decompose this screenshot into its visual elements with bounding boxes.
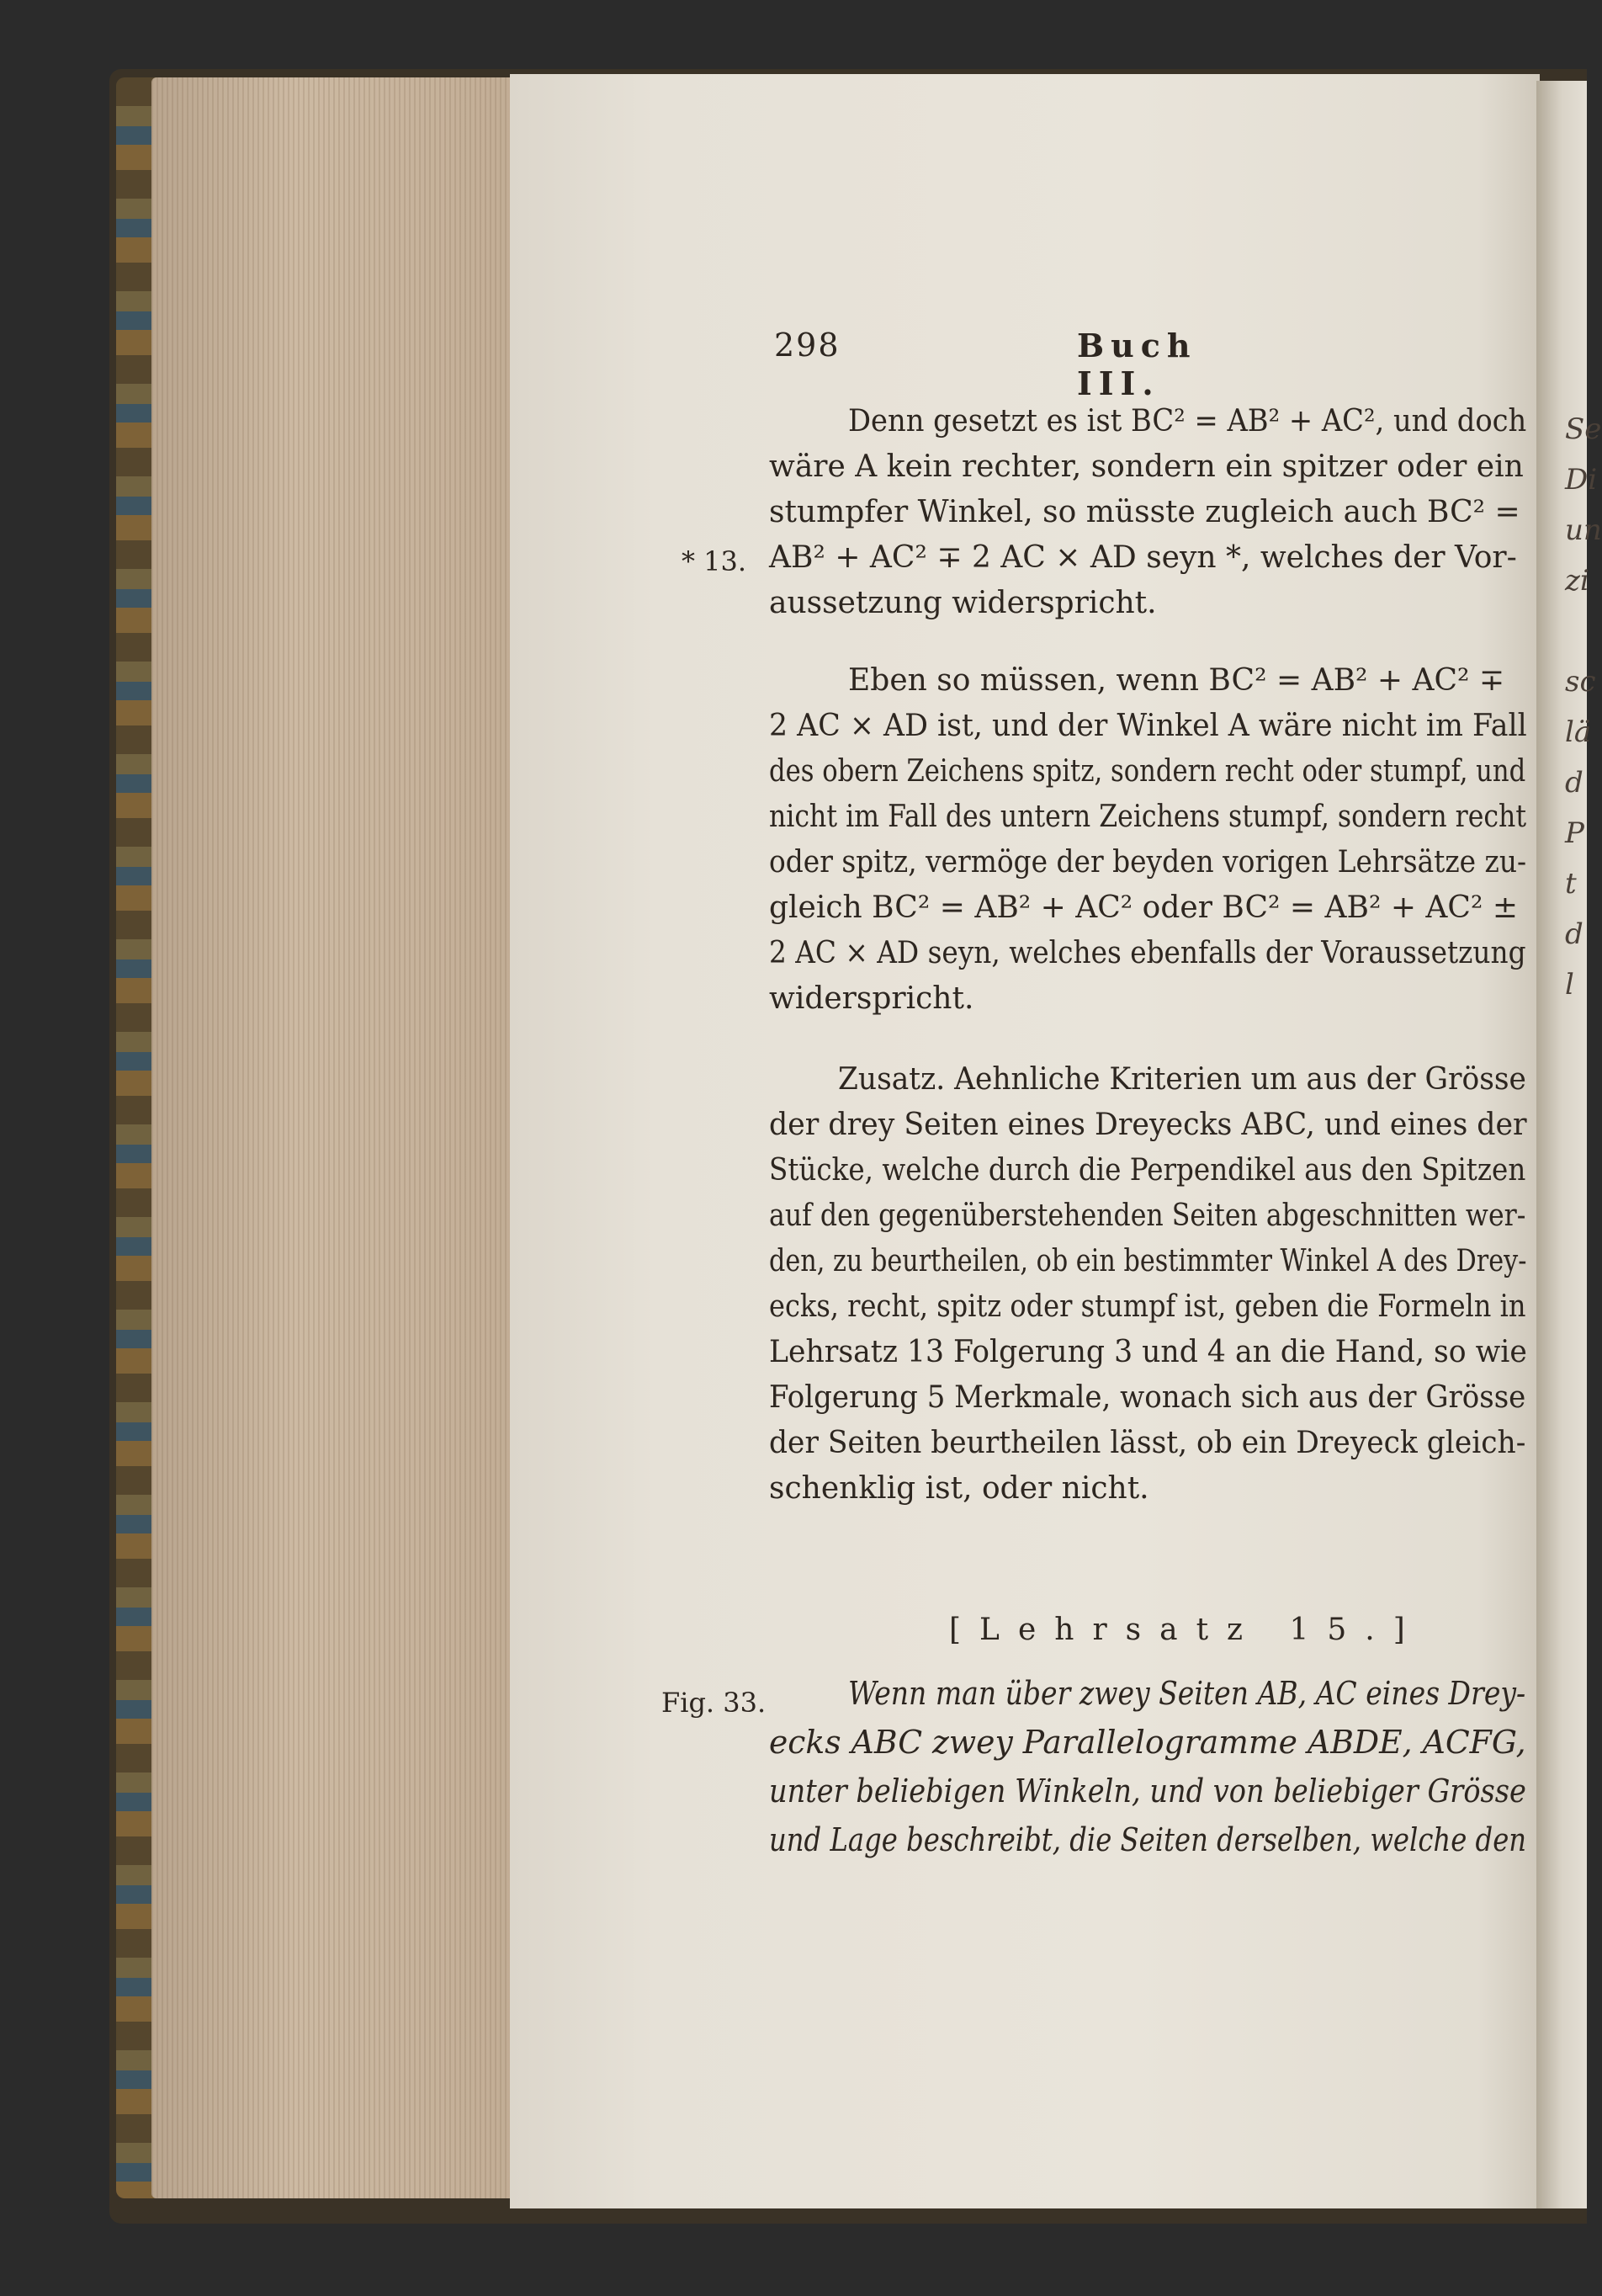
paragraph-line: oder spitz, vermöge der beyden vorigen Lehrsätze zu- (769, 845, 1527, 880)
paragraph-line: des obern Zeichens spitz, sondern recht oder stumpf, und (769, 754, 1526, 789)
page-gutter (1536, 81, 1602, 2208)
theorem-line: ecks ABC zwey Parallelogramme ABDE, ACFG, (769, 1724, 1526, 1761)
theorem-line: unter beliebigen Winkeln, und von beliebiger Grösse (769, 1772, 1526, 1810)
next-page-fragment: d (1565, 766, 1583, 800)
paragraph-line: schenklig ist, oder nicht. (769, 1471, 1149, 1506)
next-page-fragment: P (1565, 816, 1584, 850)
margin-reference: * 13. (682, 545, 747, 577)
paragraph-line: gleich BC² = AB² + AC² oder BC² = AB² + AC² ± (769, 890, 1519, 925)
next-page-edge-text (1565, 404, 1602, 1010)
paragraph-line: Stücke, welche durch die Perpendikel aus den Spitzen (769, 1153, 1526, 1188)
next-page-fragment: d (1565, 917, 1583, 951)
paragraph-line: Zusatz. Aehnliche Kriterien um aus der Grösse (838, 1062, 1526, 1097)
paragraph-line: 2 AC × AD seyn, welches ebenfalls der Voraussetzung (769, 936, 1526, 970)
paragraph-line: Folgerung 5 Merkmale, wonach sich aus der Grösse (769, 1380, 1526, 1415)
next-page-fragment: Di (1565, 463, 1598, 497)
page-number: 298 (774, 327, 841, 364)
theorem-heading: [Lehrsatz 15.] (949, 1613, 1424, 1647)
paragraph-line: Denn gesetzt es ist BC² = AB² + AC², und doch (848, 404, 1527, 438)
paragraph-line: ecks, recht, spitz oder stumpf ist, geben die Formeln in (769, 1289, 1526, 1324)
next-page-fragment: zi (1565, 564, 1589, 598)
theorem-line: und Lage beschreibt, die Seiten derselben, welche den (769, 1821, 1527, 1858)
paragraph-line: wäre A kein rechter, sondern ein spitzer oder ein (769, 449, 1524, 484)
paragraph-line: nicht im Fall des untern Zeichens stumpf, sondern recht (769, 800, 1527, 834)
paragraph-line: stumpfer Winkel, so müsste zugleich auch BC² = (769, 495, 1520, 529)
page-block-edge (151, 77, 513, 2198)
paragraph-line: den, zu beurtheilen, ob ein bestimmter Winkel A des Drey- (769, 1244, 1527, 1278)
paragraph-line: widerspricht. (769, 981, 974, 1016)
paragraph-line: aussetzung widerspricht. (769, 586, 1157, 620)
running-head: Buch III. (1077, 327, 1197, 402)
next-page-fragment: Se (1565, 412, 1602, 446)
paragraph-line: 2 AC × AD ist, und der Winkel A wäre nicht im Fall (769, 709, 1527, 743)
next-page-fragment: sc (1565, 665, 1596, 699)
paragraph-line: der drey Seiten eines Dreyecks ABC, und eines der (769, 1108, 1527, 1142)
marbled-cover-edge (116, 77, 156, 2198)
next-page-fragment: t (1565, 867, 1577, 901)
figure-reference: Fig. 33. (661, 1687, 767, 1719)
theorem-line: Wenn man über zwey Seiten AB, AC eines Drey- (848, 1675, 1526, 1712)
next-page-fragment: un (1565, 513, 1602, 547)
paragraph-line: der Seiten beurtheilen lässt, ob ein Dreyeck gleich- (769, 1426, 1526, 1460)
paragraph-line: Lehrsatz 13 Folgerung 3 und 4 an die Hand, so wie (769, 1335, 1527, 1369)
paragraph-line: Eben so müssen, wenn BC² = AB² + AC² ∓ (848, 663, 1505, 698)
next-page-fragment: lä (1565, 715, 1592, 749)
next-page-fragment: l (1565, 968, 1574, 1002)
paragraph-line: AB² + AC² ∓ 2 AC × AD seyn *, welches der Vor- (769, 540, 1517, 575)
paragraph-line: auf den gegenüberstehenden Seiten abgeschnitten wer- (769, 1198, 1526, 1233)
